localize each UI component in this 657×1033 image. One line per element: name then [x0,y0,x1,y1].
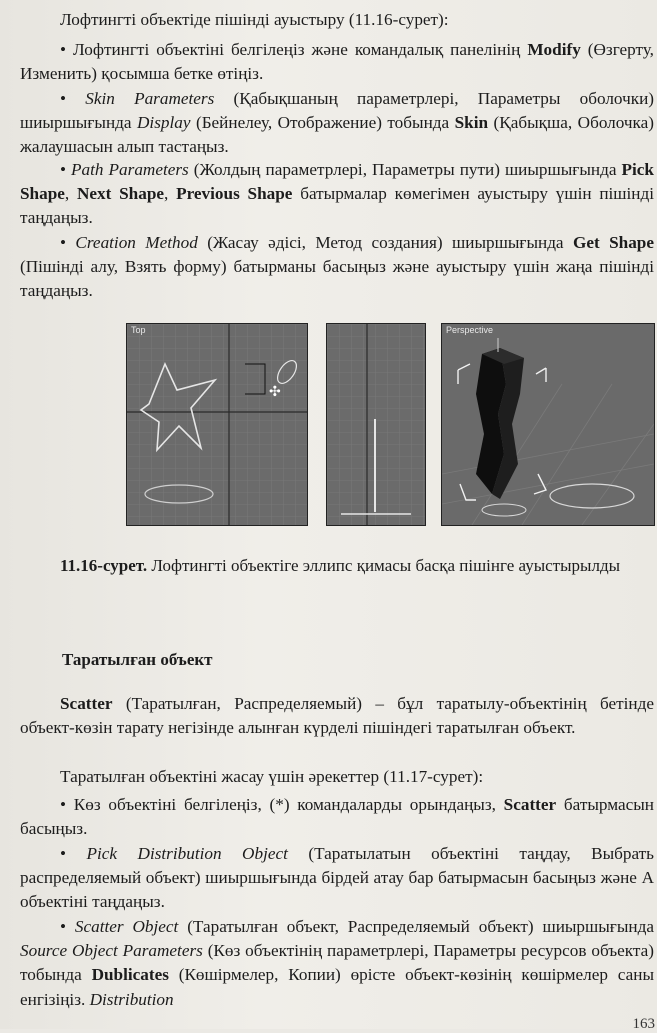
viewport-perspective-label: Perspective [446,325,494,335]
bullet-modify: • Лофтингті объектіні белгілеңіз және командалық панелінің Modify (Өзгерту, Изменить) қосымша бетке өтіңіз. [20,38,654,86]
viewport-top-label: Top [131,325,146,335]
viewport-perspective [441,323,655,526]
term-skin-parameters: Skin Parameters [85,89,215,108]
viewport-top-drawing [127,324,307,525]
viewport-perspective-drawing [442,324,654,525]
section-heading: Таратылған объект [62,650,213,669]
svg-text:✣: ✣ [269,384,281,400]
figure-caption [40,554,640,577]
term-creation-method: Creation Method [75,233,198,252]
bullet-scatter-object: • Scatter Object (Таратылған объект, Распределяемый объект) шиыршығында Source Object Parameters (Көз объектінің параметрлері, Параметры ресурсов объекта) тобында Dublicates (Көшірмелер, Копии) өрісте объект-көзінің көшірмелер саны енгізіңіз. Distribution [20,915,654,1012]
intro-text: Лофтингті объектіде пішінді ауыстыру (11.16-сурет): [60,10,449,29]
actions-intro: Таратылған объектіні жасау үшін әрекеттер (11.17-сурет): [60,767,484,786]
bullet-source-object: • Көз объектіні белгілеңіз, (*) командаларды орындаңыз, Scatter батырмасын басыңыз. [20,793,654,841]
term-scatter: Scatter [60,694,113,713]
viewport-side [326,323,426,526]
viewport-top [126,323,308,526]
term-modify: Modify [527,40,581,59]
bullet-pick-distribution: • Pick Distribution Object (Таратылатын объектіні таңдау, Выбрать распределяемый объект) шиыршығында бірдей атау бар батырмасын басыңыз және А объектіні таңдаңыз. [20,842,654,915]
caption-number: 11.16-сурет. [59,556,148,575]
term-pick-distribution-object: Pick Distribution Object [86,844,288,863]
bullet-creation-method: • Creation Method (Жасау әдісі, Метод создания) шиыршығында Get Shape (Пішінді алу, Взять форму) батырманы басыңыз және ауыстыру үшін жаңа пішінді таңдаңыз. [20,231,654,304]
figure-11-16 [126,323,653,524]
term-scatter-object: Scatter Object [74,917,179,936]
scatter-definition: Scatter (Таратылған, Распределяемый) – бұл таратылу-объектінің бетінде объект-көзін тарату негізінде алынған күрделі пішіндегі таратылған объект. [20,694,654,738]
viewport-side-drawing [327,324,425,525]
term-path-parameters: Path Parameters [71,160,189,179]
bullet-path-parameters: • Path Parameters (Жолдың параметрлері, Параметры пути) шиыршығында Pick Shape, Next Shape, Previous Shape батырмалар көмегімен ауыстыру үшін пішінді таңдаңыз. [20,158,654,231]
caption-text: Лофтингті объектіге эллипс қимасы басқа пішінге ауыстырылды [147,556,621,575]
page-number: 163 [632,1016,655,1032]
intro-line [20,8,654,32]
bullet-skin-parameters: • Skin Parameters (Қабықшаның параметрлері, Параметры оболочки) шиыршығында Display (Бейнелеу, Отображение) тобында Skin (Қабықша, Оболочка) жалаушасын алып тастаңыз. [20,87,654,160]
